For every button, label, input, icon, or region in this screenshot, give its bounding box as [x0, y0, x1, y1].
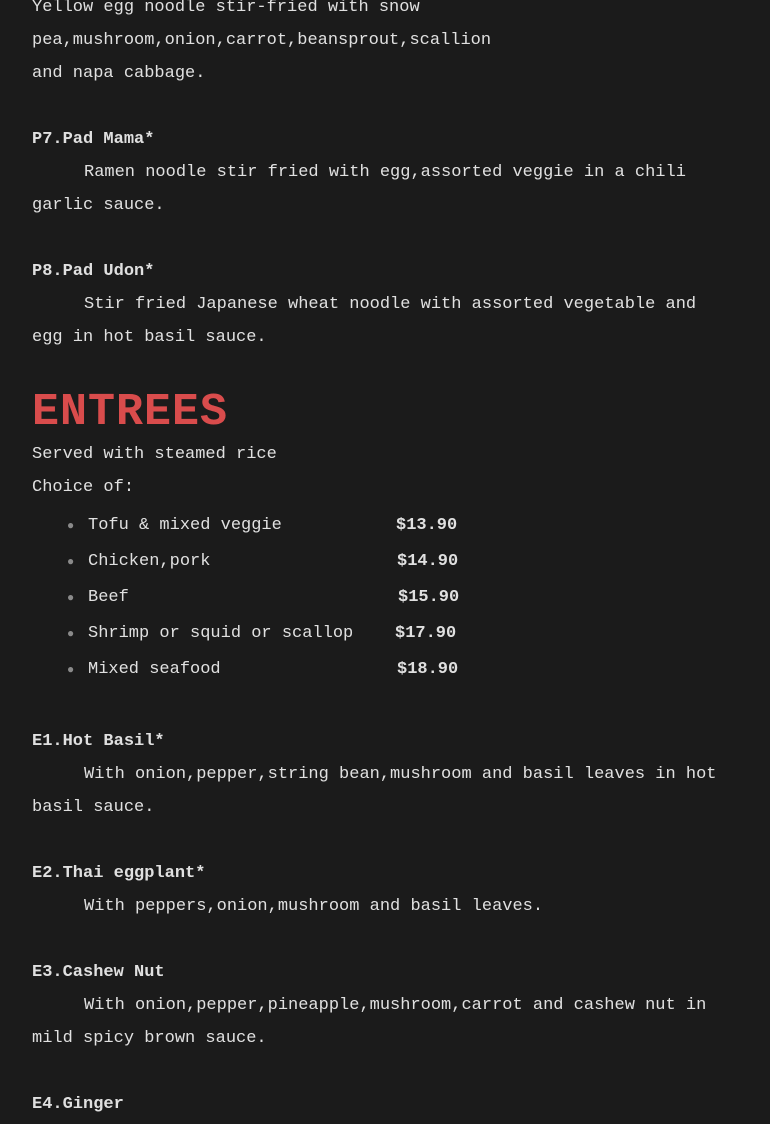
choice-item: [32, 508, 732, 544]
section-title-entrees: ENTREES: [32, 387, 229, 438]
dish-e3: [32, 956, 732, 1055]
choice-item: [32, 652, 732, 688]
bullet-icon: ●: [67, 555, 75, 569]
choice-label: Chicken,pork: [88, 552, 211, 571]
choice-price: $15.90: [398, 588, 460, 607]
intro-description-line: Yellow egg noodle stir-fried with snow: [32, 0, 420, 17]
bullet-icon: ●: [67, 519, 75, 533]
choice-label: Shrimp or squid or scallop: [88, 624, 354, 643]
dish-p8: [32, 255, 732, 354]
choice-item: [32, 544, 732, 580]
intro-description-line: and napa cabbage.: [32, 64, 206, 83]
choice-price: $13.90: [396, 516, 458, 535]
dish-name: P8.Pad Udon*: [32, 262, 155, 281]
intro-description-line: pea,mushroom,onion,carrot,beansprout,scallion: [32, 31, 492, 50]
choice-intro-text: Choice of:: [32, 478, 135, 497]
choice-item: [32, 616, 732, 652]
dish-e4: [32, 1088, 732, 1121]
choice-price: $14.90: [397, 552, 459, 571]
dish-p7: [32, 123, 732, 222]
dish-description: With onion,pepper,pineapple,mushroom,carrot and cashew nut in mild spicy brown sauce.: [32, 996, 707, 1048]
choice-label: Tofu & mixed veggie: [88, 516, 282, 535]
dish-description: Ramen noodle stir fried with egg,assorted veggie in a chili garlic sauce.: [32, 163, 686, 215]
dish-e2: [32, 857, 732, 923]
choice-price: $17.90: [395, 624, 457, 643]
dish-name: E3.Cashew Nut: [32, 963, 165, 982]
served-with-text: Served with steamed rice: [32, 445, 277, 464]
bullet-icon: ●: [67, 591, 75, 605]
menu-page: [32, 0, 732, 1121]
dish-name: P7.Pad Mama*: [32, 130, 155, 149]
dish-e1: [32, 725, 732, 824]
protein-choices-list: [32, 508, 732, 688]
choice-label: Beef: [88, 588, 129, 607]
choice-price: $18.90: [397, 660, 459, 679]
dish-name: E1.Hot Basil*: [32, 732, 165, 751]
dish-description: Stir fried Japanese wheat noodle with assorted vegetable and egg in hot basil sauce.: [32, 295, 697, 347]
bullet-icon: ●: [67, 627, 75, 641]
choice-item: [32, 580, 732, 616]
dish-name: E4.Ginger: [32, 1095, 124, 1114]
dish-description: With peppers,onion,mushroom and basil leaves.: [84, 897, 544, 916]
dish-description: With onion,pepper,string bean,mushroom and basil leaves in hot basil sauce.: [32, 765, 717, 817]
dish-name: E2.Thai eggplant*: [32, 864, 206, 883]
bullet-icon: ●: [67, 663, 75, 677]
choice-label: Mixed seafood: [88, 660, 221, 679]
